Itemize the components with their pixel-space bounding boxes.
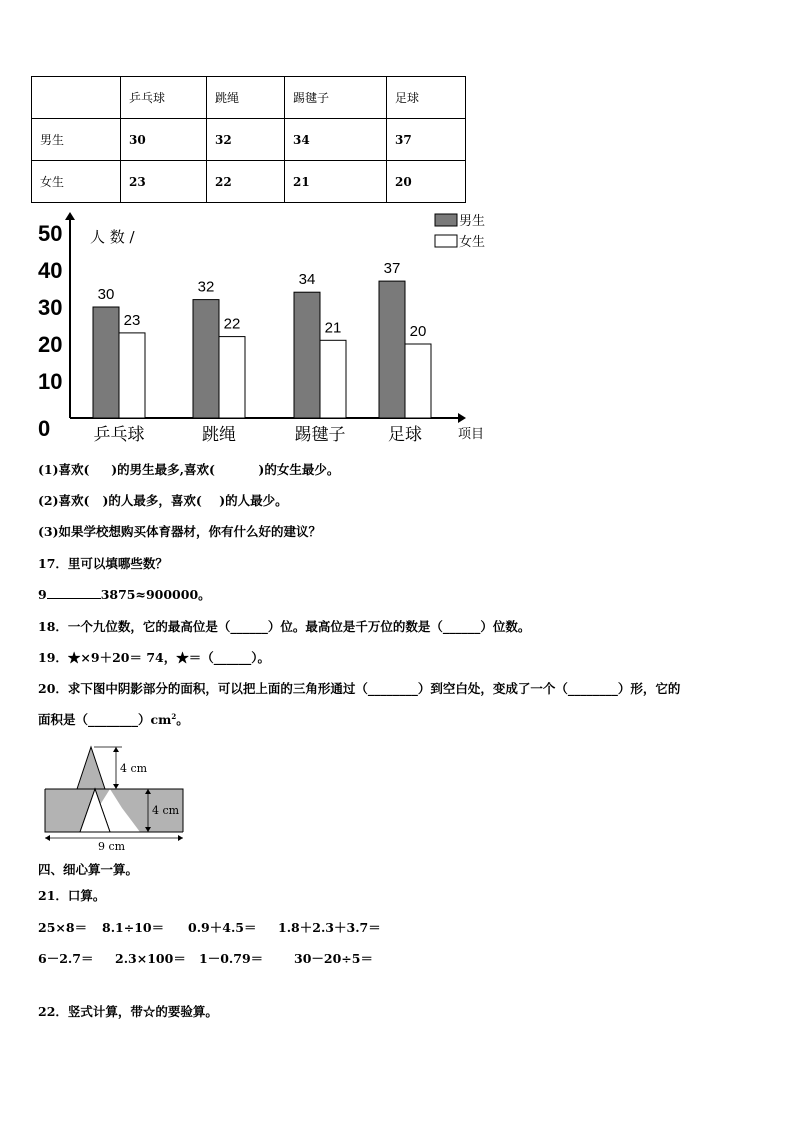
category-label: 跳绳 [202,425,236,445]
table-header-cell: 足球 [387,77,466,119]
data-label: 32 [197,278,215,296]
dim-arrow [45,835,50,841]
y-tick-label: 40 [38,258,63,283]
bar [294,292,320,418]
q20-suffix: 。 [176,712,189,727]
x-axis-arrow [458,413,466,423]
y-tick-label: 0 [38,416,51,441]
y-tick-labels [38,221,62,441]
expr-prefix: 9 [38,587,47,602]
bar-chart [30,208,500,448]
question-18: 18．一个九位数，它的最高位是（______）位。最高位是千万位的数是（______）位数。 [38,619,531,634]
bar [219,337,245,418]
q20-superscript: 2 [171,711,177,721]
y-tick-label: 30 [38,295,63,320]
calc-item: 25×8＝ [38,920,88,935]
calc-item: 1－0.79＝ [199,951,264,966]
question-16-2: (2)喜欢( )的人最多，喜欢( )的人最少。 [38,493,288,508]
legend-label: 男生 [459,214,486,229]
data-label: 30 [97,286,115,303]
bar [405,344,431,418]
table-header-cell: 跳绳 [207,77,285,119]
data-label: 21 [324,319,342,337]
expr-suffix: 3875≈900000。 [100,587,211,602]
data-label: 22 [223,315,241,333]
calc-item: 1.8＋2.3＋3.7＝ [278,920,381,935]
question-17: 17．里可以填哪些数？ [38,556,168,571]
row-label: 男生 [32,119,121,161]
table-cell: 21 [285,161,387,203]
section-4-heading: 四、细心算一算。 [38,862,139,877]
dim-arrow [113,784,119,789]
category-label: 足球 [388,425,422,445]
bar [193,300,219,418]
question-20-line1: 20．求下图中阴影部分的面积，可以把上面的三角形通过（________）到空白处，变成了一个（________）形，它的 [38,681,681,696]
row-label: 女生 [32,161,121,203]
bar [119,333,145,418]
legend [435,213,485,250]
calc-row-1 [38,918,381,936]
table-header-cell: 踢毽子 [285,77,387,119]
data-label: 23 [123,311,141,329]
table-cell: 20 [387,161,466,203]
question-22: 22．竖式计算，带☆的要验算。 [38,1004,218,1019]
question-21: 21．口算。 [38,888,106,903]
question-17-expression [38,585,211,603]
dim-label-top: 4 cm [120,762,148,775]
top-triangle [77,747,105,789]
y-tick-label: 50 [38,221,63,246]
table-cell: 23 [121,161,207,203]
legend-label: 女生 [459,235,486,250]
category-label: 乒乓球 [93,425,145,445]
q20-text: 面积是（________）cm [38,712,172,727]
y-axis-arrow [65,212,75,220]
bar [93,307,119,418]
category-labels [94,425,423,445]
question-16-3: (3)如果学校想购买体育器材，你有什么好的建议？ [38,524,322,539]
y-axis-label: 人 数 / [90,228,135,246]
shaded-area-figure [36,740,196,852]
table-cell: 22 [207,161,285,203]
category-label: 踢毽子 [294,425,346,445]
calc-item: 0.9＋4.5＝ [188,920,257,935]
bar [379,281,405,418]
legend-swatch-girls [435,235,457,247]
calc-item: 8.1÷10＝ [102,920,165,935]
legend-swatch-boys [435,214,457,226]
bars [93,260,431,418]
table-cell: 34 [285,119,387,161]
question-20-line2 [38,710,189,728]
data-table [31,76,466,203]
dim-label-right: 4 cm [152,804,180,817]
answer-blank [47,598,101,599]
y-tick-label: 20 [38,332,63,357]
dim-label-bottom: 9 cm [98,840,126,852]
data-label: 20 [409,323,427,340]
table-header-row [32,77,466,119]
question-16-1: (1)喜欢( )的男生最多,喜欢( )的女生最少。 [38,462,340,477]
table-row [32,161,466,203]
calc-item: 30－20÷5＝ [294,951,373,966]
data-label: 37 [383,260,401,278]
table-cell: 30 [121,119,207,161]
table-cell [32,77,121,119]
table-row [32,119,466,161]
dim-arrow [178,835,183,841]
calc-row-2 [38,949,373,967]
bar [320,340,346,418]
calc-item: 2.3×100＝ [115,951,186,966]
dim-arrow [113,747,119,752]
calc-item: 6－2.7＝ [38,951,94,966]
data-label: 34 [298,271,316,289]
table-cell: 32 [207,119,285,161]
table-header-cell: 乒乓球 [121,77,207,119]
x-axis-label: 项目 [458,427,485,442]
y-tick-label: 10 [38,369,63,394]
table-cell: 37 [387,119,466,161]
question-19: 19．★×9＋20＝ 74，★＝（______）。 [38,650,270,665]
